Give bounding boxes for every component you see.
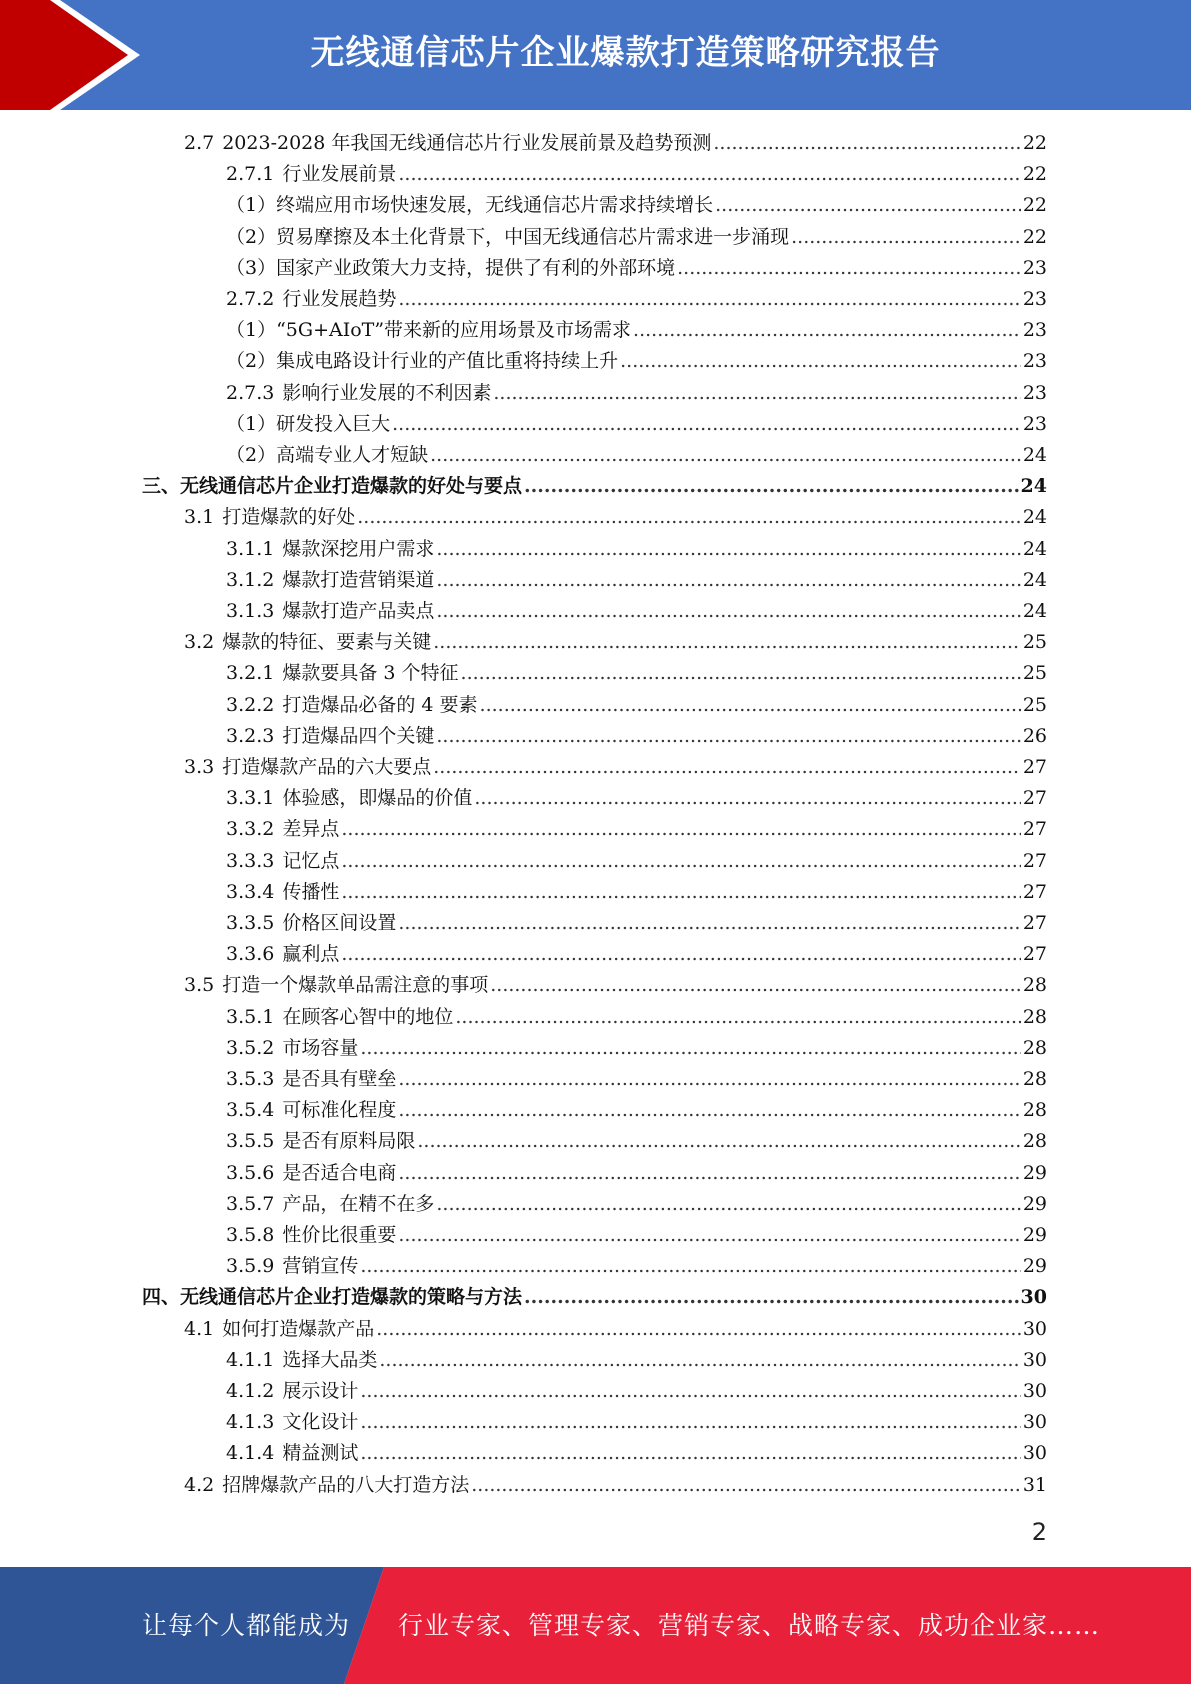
toc-entry-page: 30	[1022, 1411, 1047, 1434]
toc-entry-number: 3.3.6	[226, 943, 275, 966]
toc-entry[interactable]	[184, 627, 1047, 657]
toc-entry[interactable]	[184, 970, 1047, 1000]
toc-leader-dots	[633, 315, 1021, 345]
toc-entry[interactable]	[184, 128, 1047, 158]
toc-entry-page: 22	[1022, 225, 1047, 248]
toc-entry-page: 24	[1022, 444, 1047, 466]
toc-entry-title: 爆款深挖用户需求	[282, 537, 435, 560]
toc-entry-number: 四、	[142, 1286, 181, 1309]
toc-entry-number: 3.1.3	[226, 600, 275, 622]
toc-entry[interactable]	[142, 471, 1047, 501]
toc-entry-number: 4.1.4	[226, 1442, 275, 1465]
toc-entry-title: 性价比很重要	[282, 1224, 397, 1246]
toc-leader-dots	[341, 846, 1020, 876]
toc-leader-dots	[360, 1438, 1020, 1468]
toc-entry[interactable]	[226, 846, 1047, 876]
toc-entry-number: 3.1.1	[226, 537, 275, 560]
toc-entry-number: 3.5.7	[226, 1192, 275, 1215]
toc-entry[interactable]	[226, 1158, 1047, 1188]
toc-leader-dots	[436, 1189, 1020, 1219]
toc-leader-dots	[715, 190, 1021, 220]
toc-entry[interactable]	[226, 534, 1047, 564]
toc-entry-number: 3.3	[184, 756, 215, 778]
toc-entry-number: 3.3.1	[226, 787, 275, 810]
toc-leader-dots	[398, 908, 1020, 938]
toc-entry-title: 是否有原料局限	[282, 1130, 416, 1153]
toc-entry-number: 3.5	[184, 974, 215, 997]
toc-entry-number: （1）	[226, 412, 277, 435]
toc-entry[interactable]	[226, 315, 1047, 345]
toc-entry-title: 招牌爆款产品的八大打造方法	[222, 1473, 470, 1496]
toc-entry[interactable]	[226, 409, 1047, 439]
toc-entry-page: 24	[1022, 537, 1047, 560]
toc-entry-title: 产品，在精不在多	[282, 1192, 435, 1215]
toc-entry-title: 记忆点	[282, 849, 340, 872]
toc-leader-dots	[360, 1407, 1020, 1437]
toc-entry-page: 24	[1022, 568, 1047, 591]
toc-entry-title: 可标准化程度	[282, 1099, 397, 1122]
toc-leader-dots	[392, 409, 1021, 439]
toc-entry-title: 展示设计	[282, 1380, 359, 1402]
toc-entry-title: 爆款要具备 3 个特征	[282, 662, 459, 685]
toc-entry-title: 体验感，即爆品的价值	[282, 787, 473, 810]
toc-entry-title: 打造爆款产品的六大要点	[222, 756, 432, 778]
toc-entry-number: 3.3.4	[226, 880, 275, 903]
toc-entry-number: 4.1.2	[226, 1380, 275, 1402]
toc-entry-title: 选择大品类	[282, 1348, 378, 1371]
toc-entry-title: 爆款打造营销渠道	[282, 568, 435, 591]
toc-entry-number: 三、	[142, 475, 181, 498]
toc-entry-page: 29	[1022, 1224, 1047, 1246]
toc-entry[interactable]	[226, 253, 1047, 283]
toc-entry-page: 30	[1022, 1348, 1047, 1371]
toc-entry[interactable]	[226, 1002, 1047, 1032]
toc-entry[interactable]	[226, 346, 1047, 376]
toc-entry-page: 28	[1022, 1036, 1047, 1059]
toc-entry[interactable]	[226, 1251, 1047, 1281]
toc-entry-number: 2.7	[184, 132, 215, 154]
toc-entry-title: 在顾客心智中的地位	[282, 1005, 454, 1028]
toc-entry-title: 爆款的特征、要素与关键	[222, 631, 432, 654]
toc-entry-title: 国家产业政策大力支持，提供了有利的外部环境	[276, 256, 676, 279]
toc-entry-page: 30	[1020, 1286, 1047, 1309]
toc-entry-number: 4.2	[184, 1473, 215, 1496]
toc-entry-page: 27	[1022, 818, 1047, 841]
toc-entry-number: 3.2	[184, 631, 215, 654]
toc-entry-title: 是否具有壁垒	[282, 1068, 397, 1090]
toc-leader-dots	[430, 440, 1021, 470]
toc-entry-page: 26	[1022, 724, 1047, 747]
toc-entry-page: 23	[1022, 256, 1047, 279]
toc-entry-title: 传播性	[282, 880, 340, 903]
toc-leader-dots	[471, 1470, 1021, 1500]
toc-leader-dots	[398, 1220, 1020, 1250]
toc-entry-page: 25	[1022, 693, 1047, 716]
toc-leader-dots	[341, 877, 1020, 907]
toc-leader-dots	[433, 627, 1021, 657]
toc-entry-page: 27	[1022, 943, 1047, 966]
toc-leader-dots	[713, 128, 1020, 158]
toc-entry-number: （1）	[226, 319, 277, 342]
toc-leader-dots	[341, 939, 1020, 969]
toc-entry-page: 27	[1022, 880, 1047, 903]
toc-entry[interactable]	[226, 814, 1047, 844]
toc-entry-title: 差异点	[282, 818, 340, 841]
toc-entry-page: 29	[1022, 1192, 1047, 1215]
toc-entry-number: 3.5.1	[226, 1005, 275, 1028]
toc-entry[interactable]	[226, 1064, 1047, 1094]
toc-entry[interactable]	[226, 159, 1047, 189]
toc-entry[interactable]	[226, 1220, 1047, 1250]
toc-entry-page: 23	[1022, 288, 1047, 310]
toc-leader-dots	[360, 1376, 1020, 1406]
toc-entry-title: 市场容量	[282, 1036, 359, 1059]
toc-leader-dots	[433, 752, 1021, 782]
toc-entry-number: 4.1.1	[226, 1348, 275, 1371]
toc-leader-dots	[360, 1251, 1020, 1281]
toc-entry[interactable]	[226, 596, 1047, 626]
toc-entry-page: 28	[1022, 1005, 1047, 1028]
toc-leader-dots	[357, 502, 1021, 532]
toc-entry[interactable]	[226, 690, 1047, 720]
toc-entry[interactable]	[226, 908, 1047, 938]
toc-entry-number: 3.5.3	[226, 1068, 275, 1090]
toc-entry-page: 24	[1020, 475, 1047, 498]
page-number: 2	[1031, 1518, 1047, 1546]
toc-entry-number: 3.3.3	[226, 849, 275, 872]
toc-entry-page: 27	[1022, 912, 1047, 934]
toc-entry-page: 30	[1022, 1317, 1047, 1340]
toc-leader-dots	[493, 378, 1020, 408]
toc-entry-number: 3.2.3	[226, 724, 275, 747]
toc-entry[interactable]	[184, 1470, 1047, 1500]
toc-leader-dots	[376, 1314, 1021, 1344]
toc-entry-title: 打造爆品必备的 4 要素	[282, 693, 478, 716]
toc-entry-title: 无线通信芯片企业打造爆款的策略与方法	[180, 1286, 523, 1309]
toc-entry-number: 3.2.1	[226, 662, 275, 685]
toc-entry-number: （1）	[226, 194, 277, 217]
page-header	[0, 0, 1191, 110]
toc-entry-title: 打造爆款的好处	[222, 506, 356, 529]
footer-slogan-right: 行业专家、管理专家、营销专家、战略专家、成功企业家……	[398, 1611, 1101, 1640]
toc-entry-number: 3.1	[184, 506, 215, 529]
toc-entry-page: 22	[1022, 163, 1047, 186]
toc-entry-page: 22	[1022, 194, 1047, 217]
toc-entry-number: （2）	[226, 350, 277, 373]
toc-entry-title: 打造一个爆款单品需注意的事项	[222, 974, 489, 997]
toc-entry-page: 31	[1022, 1473, 1047, 1496]
toc-entry-title: 打造爆品四个关键	[282, 724, 435, 747]
toc-entry-page: 30	[1022, 1442, 1047, 1465]
toc-entry-title: 影响行业发展的不利因素	[282, 381, 492, 404]
toc-leader-dots	[455, 1002, 1020, 1032]
toc-entry-page: 29	[1022, 1255, 1047, 1278]
toc-entry-title: 集成电路设计行业的产值比重将持续上升	[276, 350, 619, 373]
toc-entry-title: 精益测试	[282, 1442, 359, 1465]
toc-entry-number: 4.1.3	[226, 1411, 275, 1434]
toc-entry-page: 23	[1022, 319, 1047, 342]
toc-entry-title: 爆款打造产品卖点	[282, 600, 435, 622]
toc-entry-title: 终端应用市场快速发展，无线通信芯片需求持续增长	[276, 194, 714, 217]
toc-leader-dots	[791, 222, 1021, 252]
toc-entry-number: 3.2.2	[226, 693, 275, 716]
toc-entry[interactable]	[142, 1282, 1047, 1312]
toc-leader-dots	[398, 284, 1020, 314]
toc-leader-dots	[360, 1033, 1020, 1063]
toc-entry[interactable]	[226, 783, 1047, 813]
toc-entry[interactable]	[226, 939, 1047, 969]
toc-leader-dots	[620, 346, 1021, 376]
toc-leader-dots	[379, 1345, 1020, 1375]
toc-entry-page: 27	[1022, 849, 1047, 872]
document-title: 无线通信芯片企业爆款打造策略研究报告	[310, 33, 941, 73]
toc-entry-number: 3.3.5	[226, 912, 275, 934]
toc-entry-title: 文化设计	[282, 1411, 359, 1434]
toc-entry[interactable]	[226, 565, 1047, 595]
toc-entry-page: 22	[1022, 132, 1047, 154]
toc-entry[interactable]	[226, 222, 1047, 252]
toc-entry-title: 高端专业人才短缺	[276, 444, 429, 466]
toc-entry-page: 24	[1022, 600, 1047, 622]
toc-entry-number: 4.1	[184, 1317, 215, 1340]
toc-leader-dots	[341, 814, 1020, 844]
toc-entry-page: 28	[1022, 1130, 1047, 1153]
toc-leader-dots	[677, 253, 1021, 283]
toc-entry-page: 29	[1022, 1161, 1047, 1184]
toc-entry-number: 2.7.2	[226, 288, 275, 310]
toc-entry-number: 3.5.8	[226, 1224, 275, 1246]
toc-entry-number: 3.3.2	[226, 818, 275, 841]
toc-entry-title: 2023-2028 年我国无线通信芯片行业发展前景及趋势预测	[222, 132, 712, 154]
toc-leader-dots	[480, 690, 1021, 720]
toc-entry-number: 3.1.2	[226, 568, 275, 591]
toc-entry-number: 3.5.5	[226, 1130, 275, 1153]
toc-entry[interactable]	[226, 721, 1047, 751]
toc-entry[interactable]	[226, 658, 1047, 688]
toc-entry-number: （2）	[226, 225, 277, 248]
toc-entry-title: 价格区间设置	[282, 912, 397, 934]
toc-leader-dots	[490, 970, 1021, 1000]
toc-entry[interactable]	[226, 1407, 1047, 1437]
toc-leader-dots	[436, 565, 1020, 595]
toc-entry-page: 23	[1022, 350, 1047, 373]
toc-entry[interactable]	[226, 440, 1047, 470]
toc-entry-page: 28	[1022, 974, 1047, 997]
footer-slogan-left: 让每个人都能成为	[142, 1611, 351, 1640]
toc-entry-number: 3.5.9	[226, 1255, 275, 1278]
toc-entry-title: 如何打造爆款产品	[222, 1317, 375, 1340]
toc-entry-number: 3.5.4	[226, 1099, 275, 1122]
toc-entry-number: 3.5.6	[226, 1161, 275, 1184]
toc-entry-number: 2.7.1	[226, 163, 275, 186]
toc-entry[interactable]	[226, 1438, 1047, 1468]
page-footer	[0, 1567, 1191, 1684]
toc-leader-dots	[417, 1126, 1020, 1156]
toc-entry[interactable]	[226, 378, 1047, 408]
toc-entry-page: 25	[1022, 662, 1047, 685]
toc-entry-title: 贸易摩擦及本土化背景下，中国无线通信芯片需求进一步涌现	[276, 225, 790, 248]
toc-leader-dots	[398, 1064, 1020, 1094]
toc-entry[interactable]	[226, 1126, 1047, 1156]
toc-leader-dots	[436, 721, 1020, 751]
toc-entry-title: 行业发展趋势	[282, 288, 397, 310]
toc-entry-page: 27	[1022, 756, 1047, 778]
toc-entry-page: 28	[1022, 1068, 1047, 1090]
toc-leader-dots	[436, 534, 1020, 564]
toc-entry-page: 30	[1022, 1380, 1047, 1402]
toc-entry-title: 赢利点	[282, 943, 340, 966]
toc-entry-number: 2.7.3	[226, 381, 275, 404]
toc-entry-title: 营销宣传	[282, 1255, 359, 1278]
toc-entry-title: 是否适合电商	[282, 1161, 397, 1184]
toc-entry[interactable]	[184, 1314, 1047, 1344]
toc-leader-dots	[398, 159, 1020, 189]
toc-entry-number: 3.5.2	[226, 1036, 275, 1059]
toc-entry-title: 无线通信芯片企业打造爆款的好处与要点	[180, 475, 523, 498]
toc-entry[interactable]	[226, 1376, 1047, 1406]
toc-entry[interactable]	[184, 502, 1047, 532]
toc-entry-page: 27	[1022, 787, 1047, 810]
toc-leader-dots	[524, 471, 1019, 501]
toc-leader-dots	[398, 1095, 1020, 1125]
toc-entry-page: 25	[1022, 631, 1047, 654]
toc-entry-page: 23	[1022, 412, 1047, 435]
toc-entry[interactable]	[226, 1189, 1047, 1219]
toc-entry-page: 28	[1022, 1099, 1047, 1122]
toc-entry[interactable]	[226, 1345, 1047, 1375]
toc-leader-dots	[524, 1282, 1019, 1312]
toc-entry-title: 研发投入巨大	[276, 412, 391, 435]
toc-entry-page: 24	[1022, 506, 1047, 529]
toc-entry-number: （3）	[226, 256, 277, 279]
toc-leader-dots	[398, 1158, 1020, 1188]
toc-entry[interactable]	[226, 1033, 1047, 1063]
toc-entry-title: “5G+AIoT”带来新的应用场景及市场需求	[276, 319, 632, 342]
toc-leader-dots	[461, 658, 1021, 688]
toc-entry-number: （2）	[226, 444, 277, 466]
toc-entry[interactable]	[226, 284, 1047, 314]
toc-entry-page: 23	[1022, 381, 1047, 404]
toc-entry[interactable]	[184, 752, 1047, 782]
toc-leader-dots	[436, 596, 1020, 626]
toc-entry[interactable]	[226, 190, 1047, 220]
toc-entry[interactable]	[226, 877, 1047, 907]
toc-entry[interactable]	[226, 1095, 1047, 1125]
toc-leader-dots	[474, 783, 1020, 813]
toc-entry-title: 行业发展前景	[282, 163, 397, 186]
